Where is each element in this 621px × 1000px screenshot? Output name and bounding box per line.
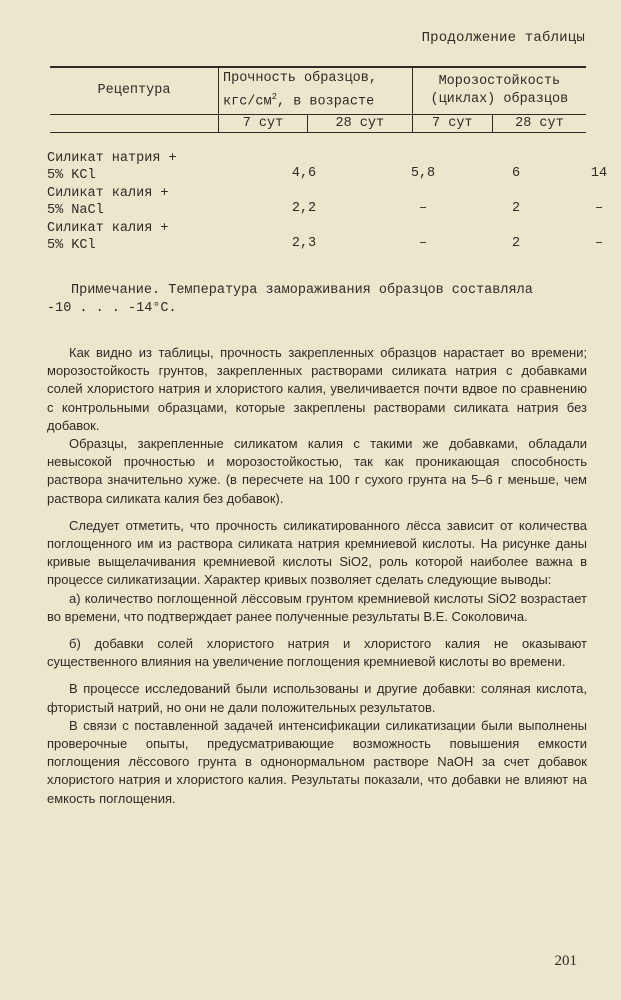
note-range-unit: °C. [152,301,177,316]
paragraph-1: Как видно из таблицы, прочность закрепленных образцов нарастает во времени; морозостойкость грунтов, закрепленных растворами силиката натрия с добавками солей хлористого натрия и хлористого калия, увеличивается почти вдвое по сравнению с контрольными образцами, которые закреплены растворами силиката натрия без добавок. [47,345,587,433]
paragraph-6: В процессе исследований были использованы и другие добавки: соляная кислота, фтористый натрий, но они не дали положительных результатов. [47,681,587,715]
cell-strength-7: 2,3 [291,236,317,251]
row-recipe [47,220,169,254]
header-recipe-spacer [50,114,219,132]
note-text: Температура замораживания образцов составляла [168,283,533,298]
row-recipe-line2: 5% KCl [47,238,96,253]
paragraph-4-item-a: а) количество поглощенной лёссовым грунтом кремниевой кислоты SiO2 возрастает во времени, что подтверждает ранее полученные результаты В.Е. Соколовича. [47,590,587,624]
row-recipe-line1: Силикат калия + [47,221,169,236]
header-strength-exp: 2 [271,92,278,102]
cell-frost-28: 14 [590,166,608,181]
paragraph-7: В связи с поставленной задачей интенсификации силикатизации были выполнены проверочные опыты, предусматривающие возможность повышения емкости поглощения лёссового грунта в однонормальном растворе NaOH за счет добавок хлористого натрия и хлористого калия. Результаты показали, что добавки не влияют на емкость поглощения. [47,717,587,806]
cell-strength-7: 2,2 [291,201,317,216]
cell-strength-28: – [418,201,428,216]
header-frost-line2: (циклах) образцов [430,91,569,107]
header-recipe: Рецептура [50,67,219,114]
cell-frost-28: – [594,201,604,216]
header-frost [412,67,586,114]
table-row [47,150,608,185]
subheader-strength-28: 28 сут [307,114,412,132]
subheader-frost-28: 28 сут [492,114,586,132]
row-recipe [47,185,169,219]
subheader-strength-7: 7 сут [219,114,308,132]
subheader-frost-7: 7 сут [412,114,492,132]
row-recipe-line2: 5% KCl [47,168,96,183]
row-recipe [47,150,177,184]
table-body [47,150,608,255]
table-note [47,282,587,318]
row-recipe-line1: Силикат калия + [47,186,169,201]
note-range: -10 . . . -14 [47,301,153,316]
cell-strength-28: – [418,236,428,251]
header-strength-tail: , в возрасте [277,94,375,110]
row-recipe-line1: Силикат натрия + [47,151,177,166]
header-strength [219,67,413,114]
body-text [47,344,587,817]
note-label: Примечание. [71,283,161,298]
cell-frost-7: 2 [511,201,521,216]
page-number: 201 [554,953,577,969]
cell-frost-28: – [594,236,604,251]
data-table-header [50,66,586,133]
cell-strength-7: 4,6 [291,166,317,181]
header-strength-unit: кгс/см [223,94,272,110]
paragraph-5-item-b: б) добавки солей хлористого натрия и хлористого калия не оказывают существенного влияния на увеличение поглощения кремниевой кислоты во времени. [47,636,587,670]
row-recipe-line2: 5% NaCl [47,203,104,218]
paragraph-2: Образцы, закрепленные силикатом калия с такими же добавками, обладали невысокой прочностью и морозостойкостью, так как проникающая способность раствора значительно хуже. (в пересчете на 100 г сухого грунта на 5–6 г меньше, чем раствора силиката калия без добавок). [47,436,587,506]
cell-frost-7: 6 [511,166,521,181]
cell-strength-28: 5,8 [410,166,436,181]
table-row [47,220,604,255]
header-frost-line1: Морозостойкость [438,73,561,89]
table-continuation-note: Продолжение таблицы [421,30,585,46]
paragraph-3: Следует отметить, что прочность силикатированного лёсса зависит от количества поглощенного им из раствора силиката натрия кремниевой кислоты. На рисунке даны кривые выщелачивания кремниевой кислоты SiO2, роль которой наиболее важна в процессе силикатизации. Характер кривых позволяет сделать следующие выводы: [47,517,587,588]
cell-frost-7: 2 [511,236,521,251]
header-strength-line1: Прочность образцов, [223,71,377,86]
table-row [47,185,604,220]
